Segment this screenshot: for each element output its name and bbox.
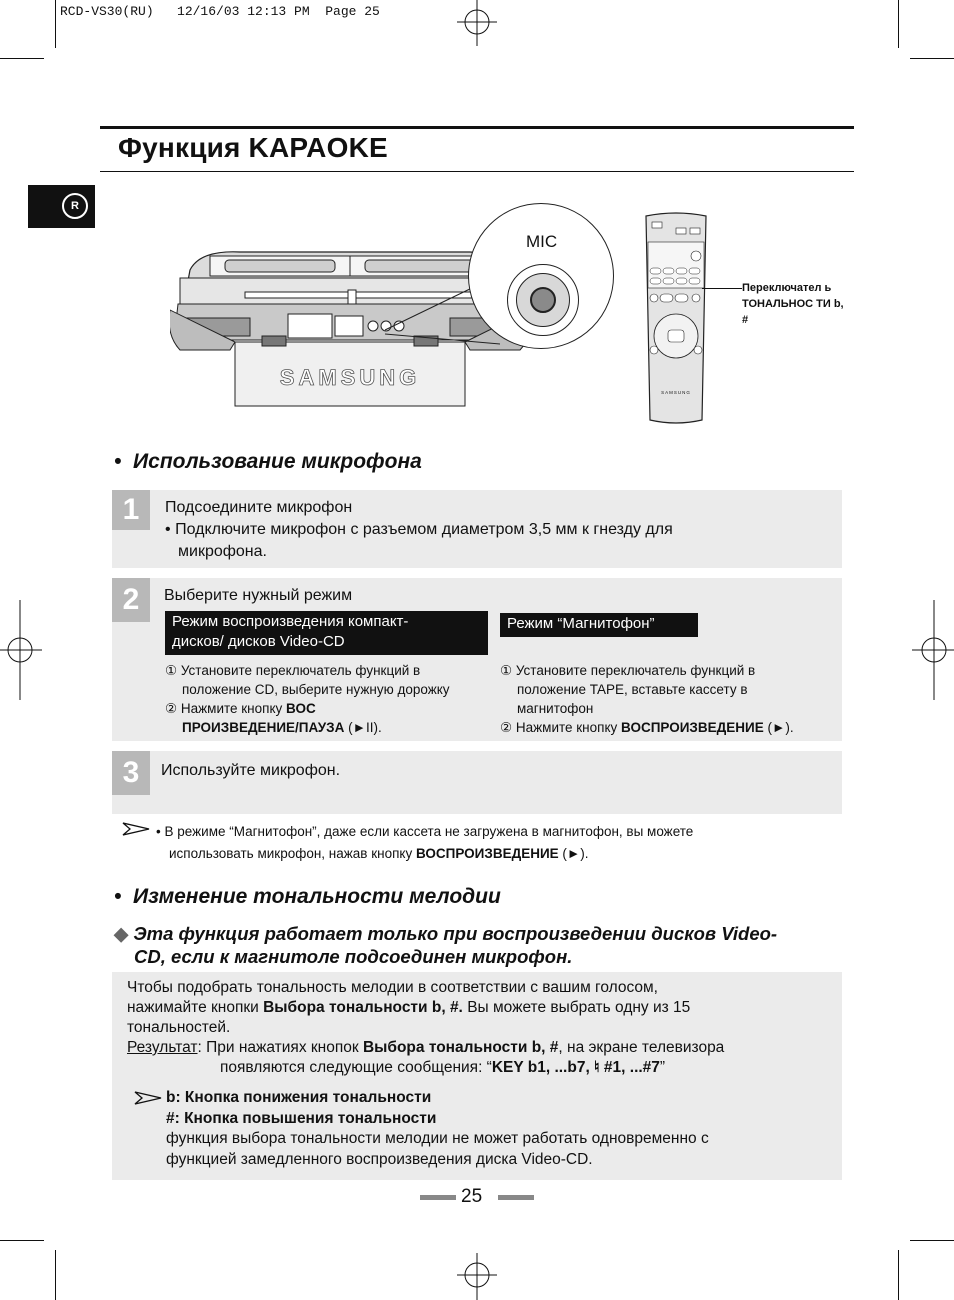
- step-2-number: 2: [112, 578, 150, 622]
- crop-mark: [55, 0, 56, 48]
- crop-mark: [910, 58, 954, 59]
- note-pointer-icon: [122, 822, 150, 836]
- pitch-switch-label: Переключател ь ТОНАЛЬНОС ТИ b, #: [742, 282, 844, 326]
- step-1-title: Подсоедините микрофон: [165, 499, 353, 516]
- pitch-note: b: Кнопка понижения тональности #: Кнопка повышения тональности функция выбора тональности мелодии не может работать одновременно с функцией замедленного воспроизведения диска Video-CD.: [166, 1089, 709, 1168]
- cd-mode-label: Режим воспроизведения компакт- дисков/ дисков Video-CD: [165, 611, 488, 655]
- brand-logo: SAMSUNG: [279, 365, 421, 390]
- crop-mark: [55, 1250, 56, 1300]
- step-3-number: 3: [112, 751, 150, 795]
- title-rule-bottom: [100, 171, 854, 172]
- section-heading-microphone: • Использование микрофона: [114, 450, 422, 473]
- result-label: Результат: [127, 1039, 198, 1056]
- note-pointer-icon: [134, 1091, 162, 1105]
- title-rule-top: [100, 126, 854, 129]
- registration-mark-bottom: [455, 1253, 499, 1300]
- step-2-panel: [112, 578, 842, 741]
- pitch-warning: ◆ Эта функция работает только при воспроизведении дисков Video- CD, если к магнитоле подсоединен микрофон.: [114, 923, 778, 967]
- mic-jack-magnifier: [468, 203, 614, 349]
- step-1-number: 1: [112, 490, 150, 530]
- print-header-meta: RCD-VS30(RU) 12/16/03 12:13 PM Page 25: [60, 4, 380, 19]
- tape-mode-steps: ① Установите переключатель функций в положение TAPE, вставьте кассету в магнитофон ② Нажмите кнопку ВОСПРОИЗВЕДЕНИЕ (►).: [500, 663, 794, 735]
- crop-mark: [0, 1240, 44, 1241]
- bullet-icon: •: [156, 824, 161, 839]
- crop-mark: [0, 58, 44, 59]
- registration-mark-left: [0, 600, 44, 700]
- pitch-panel: [112, 972, 842, 1180]
- cd-mode-steps: ① Установите переключатель функций в положение CD, выберите нужную дорожку ② Нажмите кнопку ВОС ПРОИЗВЕДЕНИЕ/ПАУЗА (►II).: [165, 663, 450, 735]
- step-3-title: Используйте микрофон.: [161, 762, 341, 779]
- mic-label: MIC: [526, 232, 558, 251]
- crop-mark: [898, 1250, 899, 1300]
- step-2-title: Выберите нужный режим: [164, 587, 353, 604]
- registration-mark-right: [910, 600, 954, 700]
- crop-mark: [910, 1240, 954, 1241]
- language-tab: [28, 185, 95, 228]
- remote-control-illustration: [640, 212, 712, 426]
- pitch-description: Чтобы подобрать тональность мелодии в соответствии с вашим голосом, нажимайте кнопки Выбора тональности b, #. Вы можете выбрать одну из 15 тональностей. Результат: При нажатиях кнопок Выбора тональности b, #, на экране телевизора появляются следующие сообщения: “KEY b1, ...b7, ♮ #1, ...#7”: [127, 979, 725, 1076]
- crop-mark: [898, 0, 899, 48]
- diamond-icon: ◆: [114, 923, 129, 944]
- step-3-panel: [112, 751, 842, 814]
- tape-mode-label: Режим “Магнитофон”: [500, 613, 698, 637]
- step-1-bullet-cont: микрофона.: [178, 543, 267, 560]
- page-number-rule-left: [420, 1195, 456, 1200]
- language-badge: R: [62, 193, 88, 219]
- mic-jack-icon: [507, 264, 579, 336]
- page-number-rule-right: [498, 1195, 534, 1200]
- note-tape-mode: • В режиме “Магнитофон”, даже если кассета не загружена в магнитофон, вы можете использовать микрофон, нажав кнопку ВОСПРОИЗВЕДЕНИЕ (►).: [156, 824, 694, 861]
- remote-brand: SAMSUNG: [661, 390, 691, 395]
- page-title: Функция KAPAOKE: [118, 132, 388, 163]
- step-1-panel: [112, 490, 842, 568]
- page-number: 25: [461, 1186, 483, 1207]
- registration-mark-top: [455, 0, 499, 48]
- step-1-bullet: • Подключите микрофон с разъемом диаметром 3,5 мм к гнезду для: [165, 521, 673, 538]
- section-heading-pitch: • Изменение тональности мелодии: [114, 885, 501, 908]
- remote-callout-line: [702, 288, 742, 289]
- bullet-icon: •: [165, 521, 171, 538]
- bullet-icon: •: [114, 450, 134, 473]
- bullet-icon: •: [114, 885, 134, 908]
